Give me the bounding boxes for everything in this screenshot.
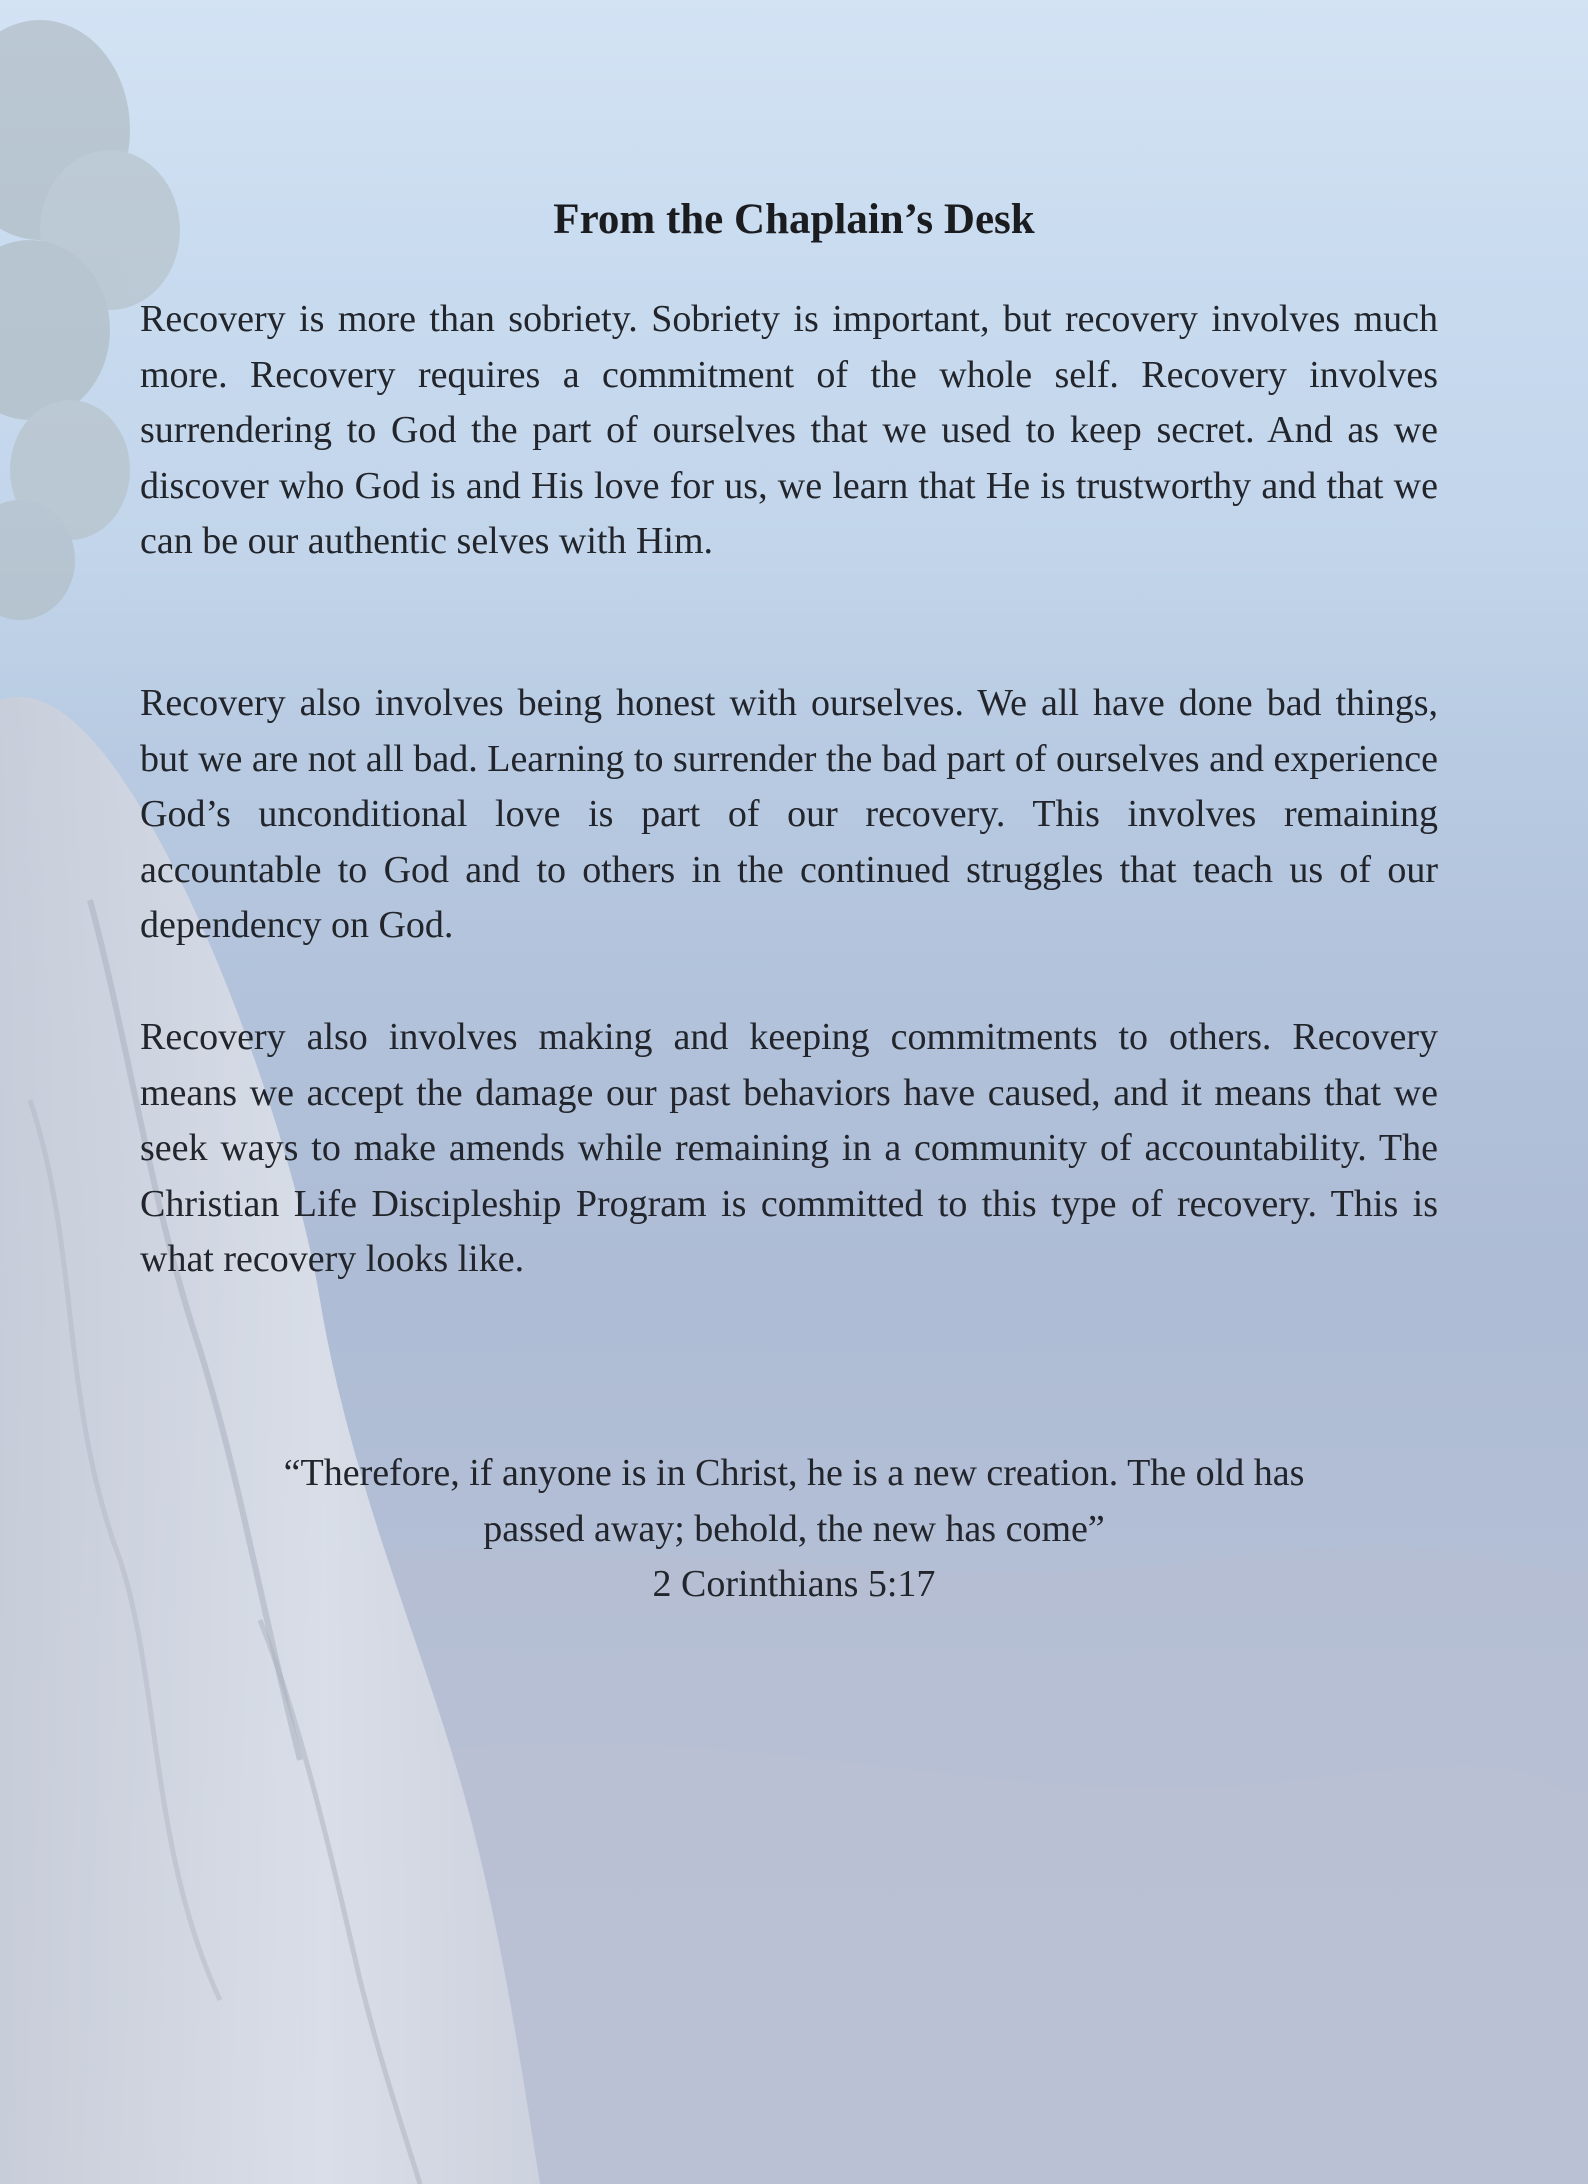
page-title: From the Chaplain’s Desk bbox=[553, 196, 1035, 243]
scripture-quote-text: “Therefore, if anyone is in Christ, he is a new creation. The old has passed away; behold, the new has come” bbox=[283, 1452, 1305, 1550]
near-ridge bbox=[380, 1743, 1588, 2184]
paragraph-recovery-more-than-sobriety: Recovery is more than sobriety. Sobriety is important, but recovery involves much more. Recovery requires a commitment of the whole self. Recovery involves surrendering to God the part of ourselves that we used to keep secret. And as we discover who God is and His love for us, we learn that He is trustworthy and that we can be our authentic selves with Him. bbox=[140, 298, 1438, 562]
paragraph-honest-with-ourselves: Recovery also involves being honest with ourselves. We all have done bad things, but we are not all bad. Learning to surrender the bad part of ourselves and experience God’s unconditional love is part of our recovery. This involves remaining accountable to God and to others in the continued struggles that teach us of our dependency on God. bbox=[140, 682, 1438, 946]
scripture-reference: 2 Corinthians 5:17 bbox=[652, 1563, 936, 1605]
paragraph-commitments-to-others: Recovery also involves making and keeping commitments to others. Recovery means we accept the damage our past behaviors have caused, and it means that we seek ways to make amends while remaining in a community of accountability. The Christian Life Discipleship Program is committed to this type of recovery. This is what recovery looks like. bbox=[140, 1016, 1438, 1280]
scripture-quote bbox=[0, 1446, 1588, 1613]
